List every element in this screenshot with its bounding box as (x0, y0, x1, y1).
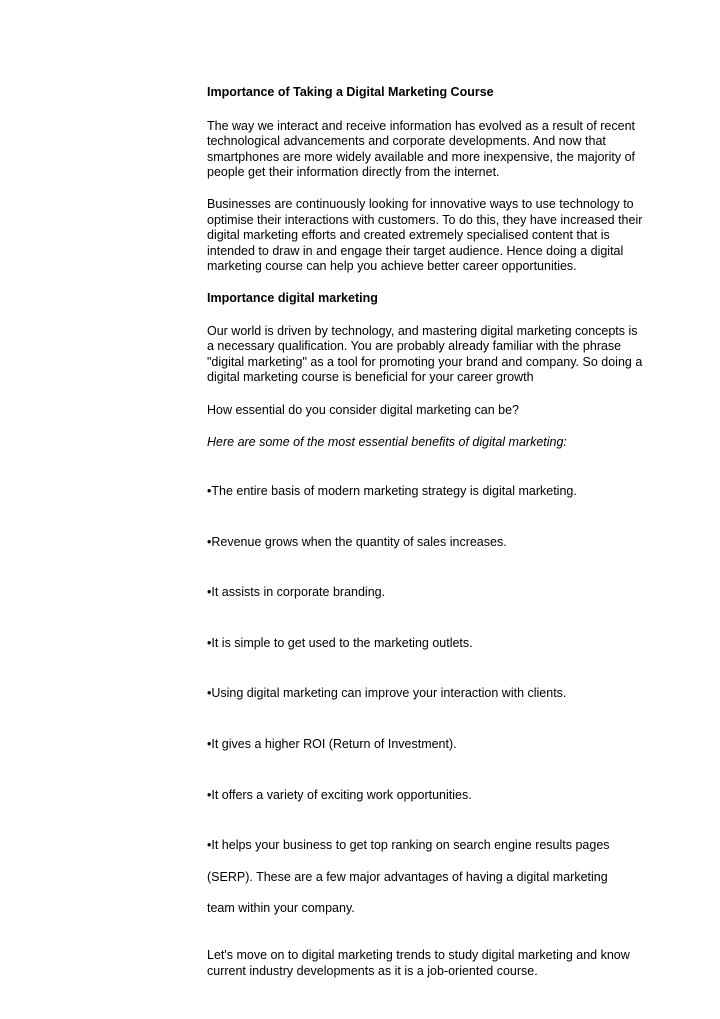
bullet-item: •It offers a variety of exciting work opportunities. (207, 787, 472, 802)
bullet-continuation-line: (SERP). These are a few major advantages of having a digital marketing (207, 869, 608, 884)
paragraph-benefits-intro: Here are some of the most essential benefits of digital marketing: (207, 434, 567, 449)
heading-importance-course: Importance of Taking a Digital Marketing Course (207, 85, 494, 99)
paragraph-closing: Let's move on to digital marketing trends to study digital marketing and know current industry developments as it is a job-oriented course. (207, 948, 630, 978)
heading-importance-digital-marketing: Importance digital marketing (207, 290, 378, 305)
bullet-item: •It assists in corporate branding. (207, 585, 386, 600)
bullet-item: •It gives a higher ROI (Return of Investment). (207, 737, 457, 752)
bullet-item: •Using digital marketing can improve your interaction with clients. (207, 686, 567, 701)
paragraph-intro: The way we interact and receive information has evolved as a result of recent technological advancements and corporate developments. And now that smartphones are more widely available and more inexpensive, the majority of people get their information directly from the internet. (207, 118, 635, 180)
bullet-item: •It is simple to get used to the marketing outlets. (207, 635, 473, 650)
paragraph-question: How essential do you consider digital marketing can be? (207, 402, 519, 417)
paragraph-technology: Our world is driven by technology, and mastering digital marketing concepts is a necessary qualification. You are probably already familiar with the phrase "digital marketing" as a tool for promoting your brand and company. So doing a digital marketing course is beneficial for your career growth (207, 323, 643, 385)
bullet-item: •The entire basis of modern marketing strategy is digital marketing. (207, 484, 577, 499)
document-page (207, 85, 647, 979)
paragraph-businesses: Businesses are continuously looking for innovative ways to use technology to optimise their interactions with customers. To do this, they have increased their digital marketing efforts and created extremely specialised content that is intended to draw in and engage their target audience. Hence doing a digital marketing course can help you achieve better career opportunities. (207, 196, 643, 274)
bullet-item: •It helps your business to get top ranking on search engine results pages (207, 838, 610, 853)
bullet-continuation-line: team within your company. (207, 901, 355, 916)
bullet-item: •Revenue grows when the quantity of sales increases. (207, 534, 507, 549)
